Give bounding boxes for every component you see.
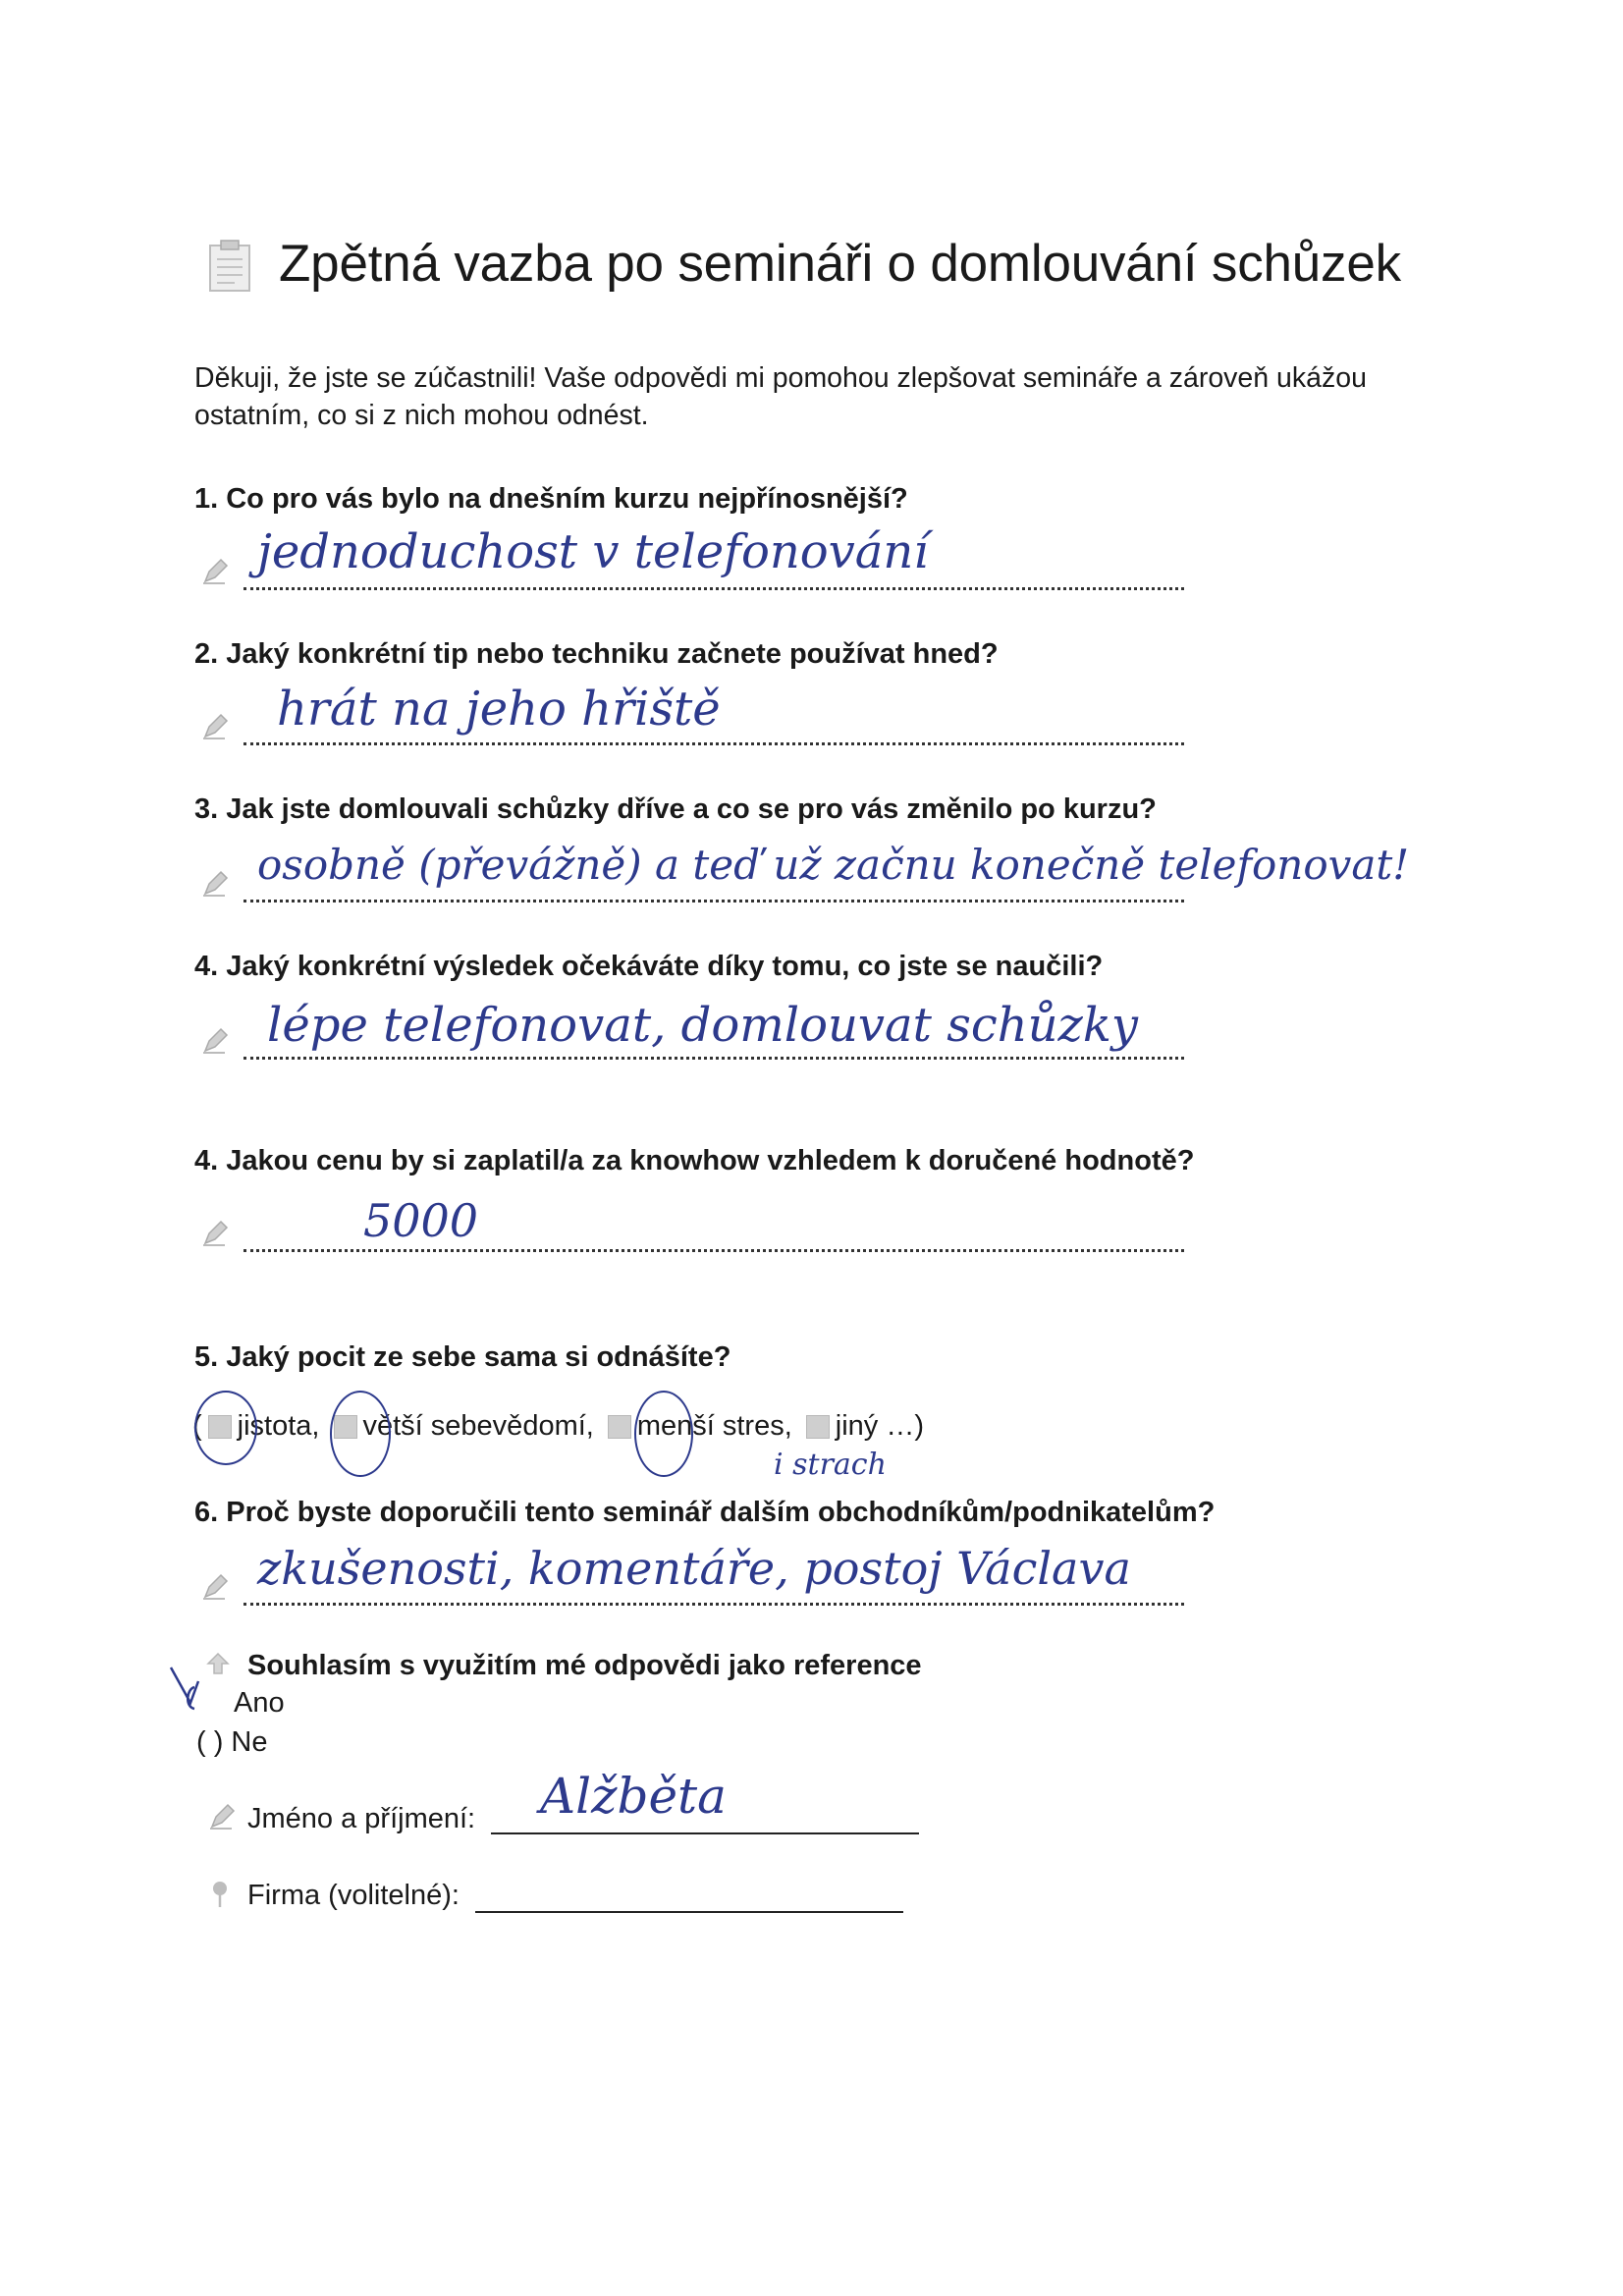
consent-yes-tick[interactable]	[165, 1660, 224, 1719]
name-label: Jméno a příjmení:	[247, 1803, 476, 1834]
question-6: 6. Proč byste doporučili tento seminář dalším obchodníkům/podnikatelům?	[194, 1497, 1216, 1528]
option-sebevedomi: větší sebevědomí,	[362, 1410, 594, 1442]
consent-no[interactable]: ( ) Ne	[196, 1726, 268, 1758]
checkbox-jiny[interactable]	[806, 1415, 830, 1439]
pencil-icon	[201, 713, 229, 740]
answer-6: zkušenosti, komentáře, postoj Václava	[257, 1542, 1131, 1595]
question-4: 4. Jaký konkrétní výsledek očekáváte díky tomu, co jste se naučili?	[194, 951, 1104, 982]
company-field[interactable]	[475, 1911, 903, 1913]
pencil-icon	[208, 1803, 236, 1831]
consent-label: Souhlasím s využitím mé odpovědi jako reference	[247, 1650, 922, 1681]
consent-yes: Ano	[234, 1687, 285, 1719]
answer-line-1	[243, 587, 1184, 590]
clipboard-icon	[208, 240, 251, 293]
question-3: 3. Jak jste domlouvali schůzky dříve a co se pro vás změnilo po kurzu?	[194, 793, 1157, 825]
pencil-icon	[201, 1220, 229, 1247]
pencil-icon	[201, 1027, 229, 1055]
question-2: 2. Jaký konkrétní tip nebo techniku začnete používat hned?	[194, 638, 999, 670]
pin-icon	[208, 1880, 232, 1909]
question-1: 1. Co pro vás bylo na dnešním kurzu nejpřínosnější?	[194, 483, 908, 515]
page-title: Zpětná vazba po semináři o domlouvání schůzek	[279, 235, 1401, 293]
pencil-icon	[201, 558, 229, 585]
note-strach: i strach	[774, 1448, 887, 1482]
pencil-icon	[201, 870, 229, 898]
option-stres: menší stres,	[636, 1410, 792, 1442]
answer-price: 5000	[363, 1194, 479, 1247]
selection-circle-stres	[634, 1391, 693, 1477]
question-price: 4. Jakou cenu by si zaplatil/a za knowhow vzhledem k doručené hodnotě?	[194, 1145, 1195, 1176]
option-jiny: jiný …)	[835, 1410, 925, 1442]
feelings-options	[192, 1410, 924, 1443]
company-label: Firma (volitelné):	[247, 1880, 460, 1911]
checkbox-stres[interactable]	[608, 1415, 631, 1439]
selection-circle-jistota	[194, 1391, 257, 1465]
answer-3: osobně (převážně) a teď už začnu konečně telefonovat!	[257, 841, 1410, 889]
answer-line-price	[243, 1249, 1184, 1252]
name-field[interactable]	[491, 1832, 919, 1834]
intro-text: Děkuji, že jste se zúčastnili! Vaše odpovědi mi pomohou zlepšovat semináře a zároveň ukážou ostatním, co si z nich mohou odnést.	[194, 362, 1367, 431]
answer-line-2	[243, 742, 1184, 745]
answer-line-6	[243, 1603, 1184, 1606]
answer-4: lépe telefonovat, domlouvat schůzky	[267, 998, 1139, 1053]
answer-1: jednoduchost v telefonování	[257, 524, 929, 579]
pencil-icon	[201, 1573, 229, 1601]
selection-circle-sebevedomi	[330, 1391, 391, 1477]
answer-2: hrát na jeho hřiště	[277, 682, 721, 737]
answer-line-4	[243, 1057, 1184, 1060]
answer-line-3	[243, 900, 1184, 902]
option-jistota: jistota,	[237, 1410, 320, 1442]
paren-open: (	[192, 1410, 202, 1442]
question-5: 5. Jaký pocit ze sebe sama si odnášíte?	[194, 1341, 731, 1373]
name-value: Alžběta	[540, 1768, 727, 1825]
